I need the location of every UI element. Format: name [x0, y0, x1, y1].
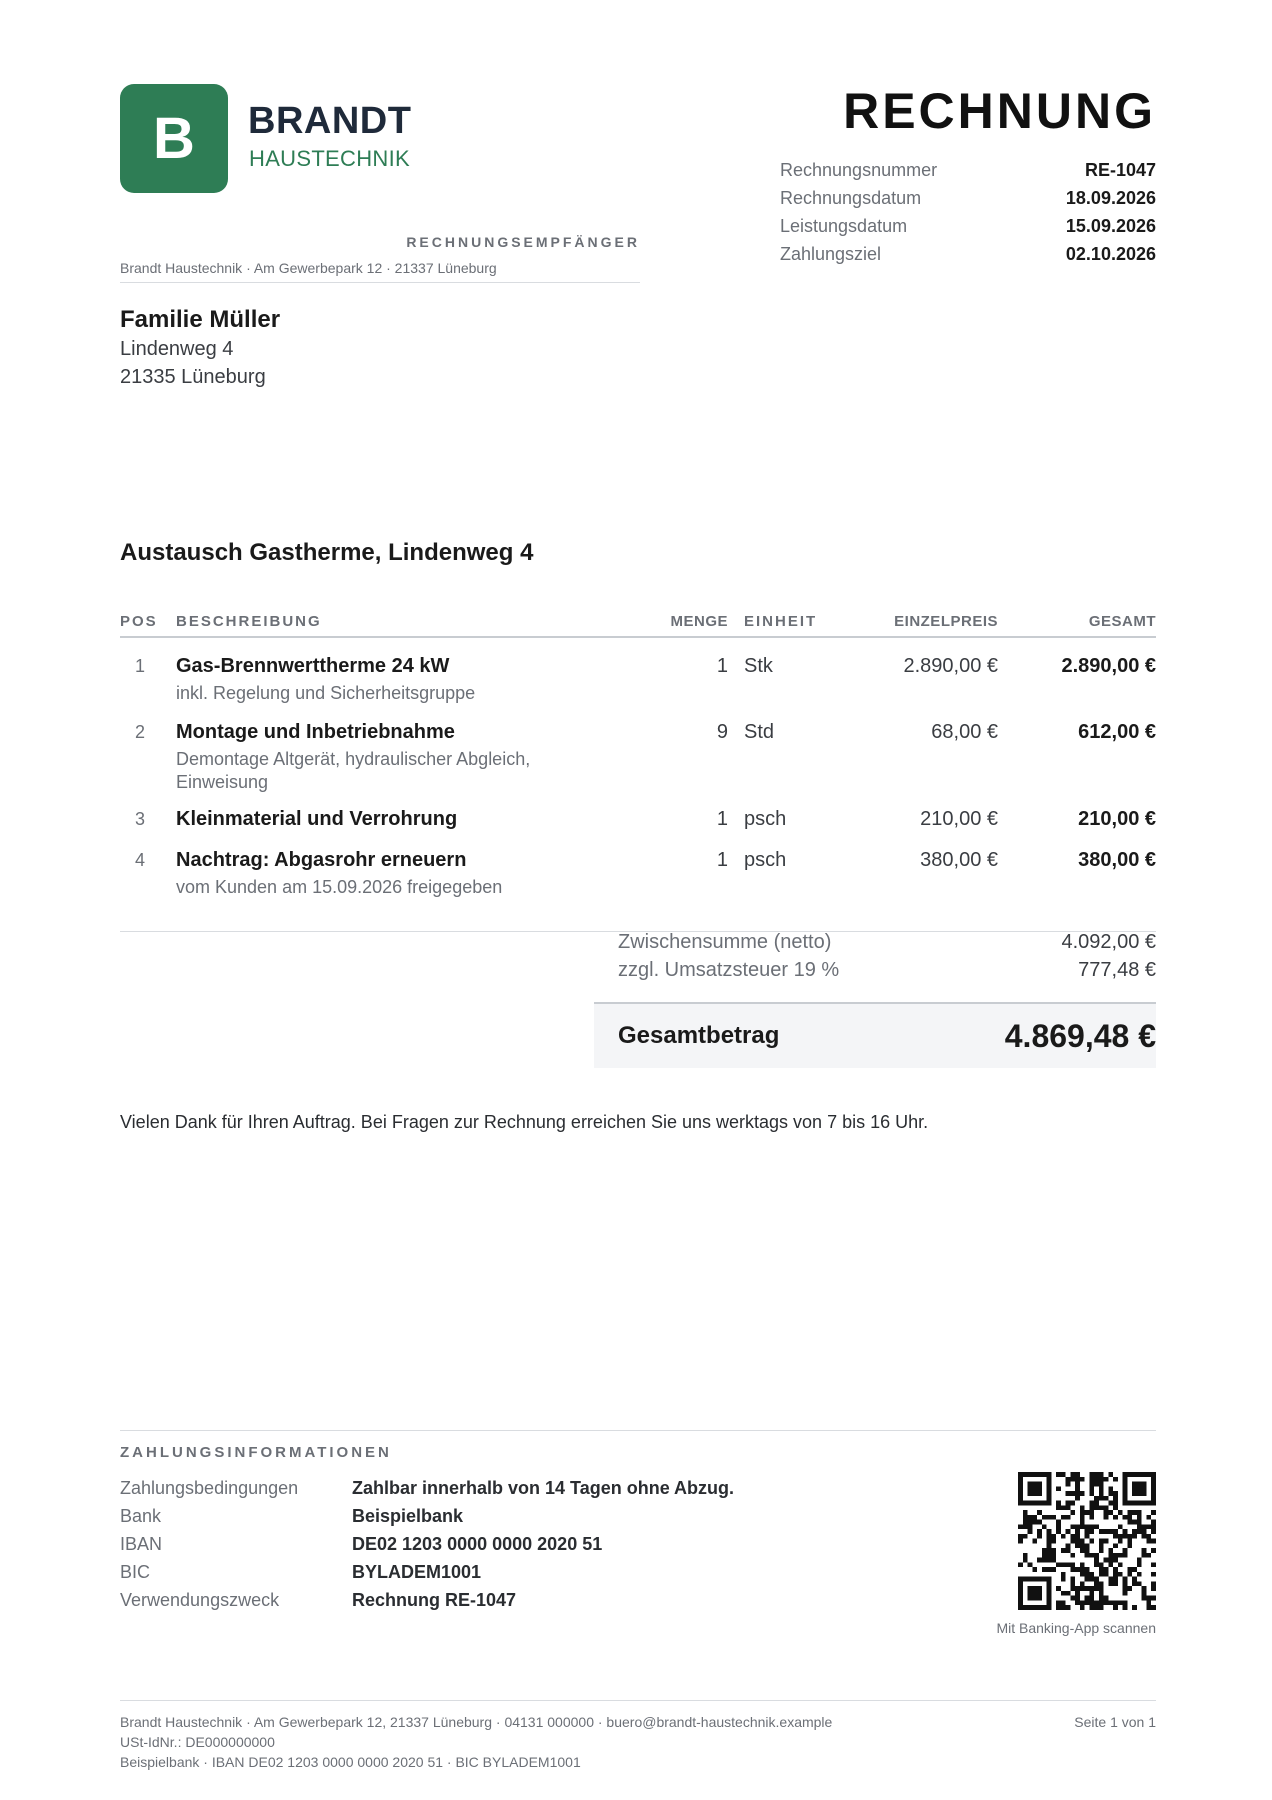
meta-label: Leistungsdatum — [780, 216, 908, 236]
invoice-subject: Austausch Gastherme, Lindenweg 4 — [120, 539, 534, 566]
vat-value: 777,48 € — [1078, 959, 1156, 981]
subtotal-row — [618, 931, 1156, 954]
payment-value: Beispielbank — [352, 1506, 464, 1526]
row-description — [176, 718, 656, 794]
row-unit-price: 68,00 € — [931, 721, 998, 743]
payment-section-label: ZAHLUNGSINFORMATIONEN — [120, 1444, 392, 1461]
line-items-table — [120, 606, 1156, 899]
grand-total-label: Gesamtbetrag — [618, 1022, 780, 1049]
brand-name: BRANDT — [248, 100, 412, 142]
subtotal-label: Zwischensumme (netto) — [618, 931, 832, 953]
brand-subtitle: HAUSTECHNIK — [249, 146, 410, 171]
sender-return-line: Brandt Haustechnik · Am Gewerbepark 12 · 21337 Lüneburg — [120, 260, 640, 283]
row-pos: 1 — [134, 656, 145, 676]
vat-row — [618, 959, 1156, 982]
qr-caption: Mit Banking-App scannen — [996, 1620, 1156, 1636]
row-pos: 4 — [134, 850, 145, 870]
header-unit-price: EINZELPREIS — [894, 612, 998, 630]
header-pos: POS — [120, 612, 158, 630]
payment-label: BIC — [120, 1562, 151, 1582]
row-title: Gas-Brennwerttherme 24 kW — [176, 655, 450, 677]
meta-value: 15.09.2026 — [1065, 216, 1156, 236]
payment-row-bic — [120, 1558, 820, 1586]
row-pos: 2 — [134, 722, 145, 742]
payment-row-iban — [120, 1530, 820, 1558]
table-header — [120, 606, 1156, 638]
row-subtitle: inkl. Regelung und Sicherheitsgruppe — [176, 683, 476, 703]
meta-label: Zahlungsziel — [780, 244, 882, 264]
row-unit: Stk — [744, 655, 773, 677]
row-total: 380,00 € — [1078, 849, 1156, 871]
row-quantity: 1 — [716, 808, 728, 830]
row-total: 2.890,00 € — [1061, 655, 1156, 677]
payment-row-terms — [120, 1474, 820, 1502]
footer-line: Brandt Haustechnik · Am Gewerbepark 12, 21337 Lüneburg · 04131 000000 · buero@brandt-haustechnik.example — [120, 1714, 833, 1730]
meta-value: RE-1047 — [1084, 160, 1156, 180]
meta-row-service-date — [780, 212, 1156, 240]
meta-value: 02.10.2026 — [1065, 244, 1156, 264]
row-title: Nachtrag: Abgasrohr erneuern — [176, 849, 467, 871]
row-unit: psch — [744, 849, 787, 871]
meta-value: 18.09.2026 — [1065, 188, 1156, 208]
row-quantity: 1 — [716, 849, 728, 871]
subtotal-value: 4.092,00 € — [1061, 931, 1156, 953]
payment-value: BYLADEM1001 — [352, 1562, 482, 1582]
table-row — [120, 846, 1156, 899]
recipient-name: Familie Müller — [120, 306, 281, 333]
row-description — [176, 805, 656, 833]
invoice-meta — [780, 156, 1156, 268]
vat-label: zzgl. Umsatzsteuer 19 % — [618, 959, 840, 981]
header-quantity: MENGE — [670, 612, 728, 630]
logo-letter: B — [153, 106, 195, 171]
payment-label: Zahlungsbedingungen — [120, 1478, 299, 1498]
row-quantity: 9 — [716, 721, 728, 743]
meta-row-invoice-date — [780, 184, 1156, 212]
table-row — [120, 652, 1156, 705]
row-quantity: 1 — [716, 655, 728, 677]
footer-line: Beispielbank · IBAN DE02 1203 0000 0000 2020 51 · BIC BYLADEM1001 — [120, 1754, 581, 1770]
row-subtitle: vom Kunden am 15.09.2026 freigegeben — [176, 877, 503, 897]
meta-row-due-date — [780, 240, 1156, 268]
row-unit: Std — [744, 721, 775, 743]
row-total: 210,00 € — [1078, 808, 1156, 830]
footer-divider — [120, 1700, 1156, 1701]
qr-code-icon — [1018, 1472, 1156, 1610]
row-subtitle: Demontage Altgerät, hydraulischer Abgleich, Einweisung — [176, 749, 531, 792]
row-title: Montage und Inbetriebnahme — [176, 721, 455, 743]
row-pos: 3 — [134, 809, 145, 829]
payment-value: DE02 1203 0000 0000 2020 51 — [352, 1534, 603, 1554]
row-unit-price: 2.890,00 € — [903, 655, 998, 677]
payment-divider — [120, 1430, 1156, 1431]
grand-total-box — [594, 1002, 1156, 1068]
payment-value: Zahlbar innerhalb von 14 Tagen ohne Abzug. — [352, 1478, 735, 1498]
payment-row-reference — [120, 1586, 820, 1614]
table-row — [120, 718, 1156, 794]
row-description — [176, 846, 656, 899]
row-unit-price: 210,00 € — [920, 808, 998, 830]
payment-details — [120, 1474, 820, 1614]
thank-you-note: Vielen Dank für Ihren Auftrag. Bei Fragen zur Rechnung erreichen Sie uns werktags von 7 bis 16 Uhr. — [120, 1112, 929, 1132]
row-total: 612,00 € — [1078, 721, 1156, 743]
row-unit: psch — [744, 808, 787, 830]
recipient-street: Lindenweg 4 — [120, 338, 234, 360]
payment-label: Verwendungszweck — [120, 1590, 280, 1610]
footer-company-info — [120, 1712, 832, 1772]
document-title: RECHNUNG — [843, 83, 1156, 139]
payment-label: IBAN — [120, 1534, 163, 1554]
footer-line: USt-IdNr.: DE000000000 — [120, 1734, 275, 1750]
payment-label: Bank — [120, 1506, 162, 1526]
meta-label: Rechnungsdatum — [780, 188, 922, 208]
row-unit-price: 380,00 € — [920, 849, 998, 871]
payment-row-bank — [120, 1502, 820, 1530]
row-description — [176, 652, 656, 705]
recipient-label: RECHNUNGSEMPFÄNGER — [406, 234, 640, 250]
row-title: Kleinmaterial und Verrohrung — [176, 808, 458, 830]
meta-label: Rechnungsnummer — [780, 160, 938, 180]
logo-icon — [120, 84, 228, 193]
header-description: BESCHREIBUNG — [176, 612, 322, 630]
table-row — [120, 805, 1156, 833]
meta-row-invoice-number — [780, 156, 1156, 184]
page-number: Seite 1 von 1 — [1074, 1714, 1156, 1730]
header-unit: EINHEIT — [744, 612, 818, 630]
recipient-city: 21335 Lüneburg — [120, 366, 266, 388]
header-total: GESAMT — [1088, 612, 1156, 630]
qr-modules — [1018, 1472, 1156, 1610]
grand-total-value: 4.869,48 € — [1004, 1017, 1156, 1054]
payment-value: Rechnung RE-1047 — [352, 1590, 517, 1610]
